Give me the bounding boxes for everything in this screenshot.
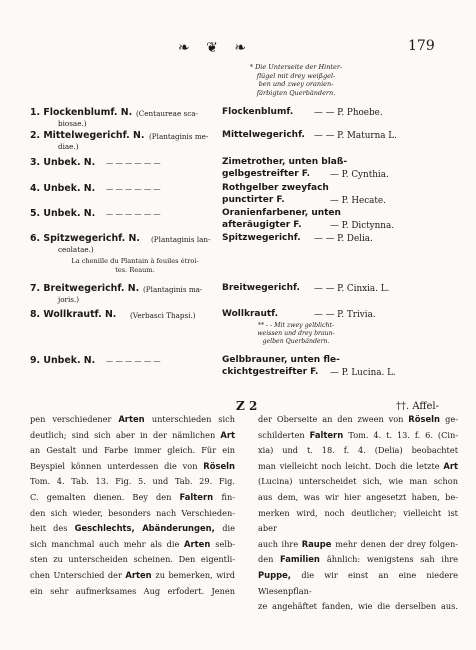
entry-latin: (Plantaginis me-: [149, 132, 209, 141]
body-line: auch ihre Raupe mehr denen der drey folgen-: [258, 538, 458, 549]
entry-description: Spitzwegerichf.: [222, 233, 301, 243]
entry-description: ckichtgestreifter F.: [222, 367, 319, 377]
caterpillar-note: [60, 257, 210, 275]
entry-latin: (Plantaginis lan-: [151, 235, 211, 244]
note-line: tes. Reaum.: [115, 266, 155, 274]
entry-name: 6. Spitzwegerichf. N.: [30, 233, 140, 244]
body-line: (Lucina) unterscheidet sich, wie man schon: [258, 476, 458, 487]
body-line: der Oberseite an den zween von Röseln ge-: [258, 414, 459, 424]
entry-name: 9. Unbek. N.: [30, 355, 96, 366]
entry-description: Mittelwegerichf.: [222, 130, 305, 140]
body-line: ze angehäftet fanden, wie die derselben aus.: [258, 601, 459, 612]
body-line: chen Unterschied der Arten zu bemerken, wird: [30, 569, 235, 580]
body-line: sich manchmal auch mehr als die Arten selb-: [30, 538, 235, 549]
column-header-note: [236, 63, 356, 97]
note-line: weissen und drey braun-: [257, 330, 335, 337]
entry-latin: ceolatae.): [58, 245, 94, 254]
body-line: heit des Geschlechts, Abänderungen, die: [30, 523, 235, 534]
body-line: xia) und t. 18. f. 4. (Delia) beobachtet: [258, 445, 458, 456]
body-line: deutlich; sind sich aber in der nämlichen Art: [30, 429, 235, 440]
entry-name: 5. Unbek. N.: [30, 208, 96, 219]
body-line: schilderten Faltern Tom. 4. t. 13. f. 6. (Cin-: [258, 429, 459, 440]
entry-latin: joris.): [58, 295, 80, 304]
entry-name: 8. Wollkrautf. N.: [30, 309, 117, 320]
page-number: 179: [408, 38, 435, 54]
body-line: den Familien ähnlich: wenigstens sah ihre: [258, 554, 458, 565]
entry-description: Oranienfarbener, unten: [222, 208, 341, 218]
entry-species: — P. Lucina. L.: [330, 368, 396, 378]
body-line: C. gemalten dienen. Bey den Faltern fin-: [30, 491, 235, 502]
entry-name: 2. Mittelwegerichf. N.: [30, 130, 145, 141]
entry-description: Flockenblumf.: [222, 107, 294, 117]
entry-dashes: — — — — — —: [106, 184, 161, 193]
catchword: ††. Affel-: [396, 401, 440, 412]
body-right-column: [258, 412, 458, 615]
body-line: ein sehr aufmerksames Aug erfodert. Jenen: [30, 585, 236, 596]
note-line: gelben Querbändern.: [262, 338, 330, 345]
entry-latin: (Centaureae sca-: [136, 109, 198, 118]
entry-species: — — P. Maturna L.: [314, 131, 397, 141]
body-line: Beyspiel können unterdessen die von Röseln: [30, 460, 235, 471]
note-line: La chenille du Plantain à feuiles étroi-: [71, 257, 199, 265]
entry-description: Zimetrother, unten blaß-: [222, 157, 348, 167]
signature-mark: Z 2: [236, 399, 258, 413]
header-ornament: ❧ ❦ ❧: [178, 40, 253, 56]
entry-dashes: — — — — — —: [106, 158, 161, 167]
body-line: sten zu unterscheiden scheinen. Den eigentli-: [30, 554, 235, 565]
trivia-note: [236, 322, 356, 346]
header-line: flügel mit drey weißgel-: [256, 71, 336, 80]
entry-description: gelbgestreifter F.: [222, 169, 311, 179]
entry-dashes: — — — — — —: [106, 356, 161, 365]
body-line: den sich wieder, besonders nach Verschieden-: [30, 507, 235, 518]
entry-dashes: — — — — — —: [106, 209, 161, 218]
entry-latin: (Verbasci Thapsi.): [130, 311, 196, 320]
entry-description: Wollkrautf.: [222, 309, 279, 319]
body-left-column: [30, 412, 235, 599]
entry-description: afteräugigter F.: [222, 220, 302, 230]
entry-latin: biosae.): [58, 119, 87, 128]
entry-species: — — P. Phoebe.: [314, 108, 383, 118]
entry-species: — P. Hecate.: [330, 196, 386, 206]
entry-species: — P. Cynthia.: [330, 170, 389, 180]
body-line: aus dem, was wir hier angesetzt haben, be-: [258, 491, 458, 502]
entry-description: Breitwegerichf.: [222, 283, 300, 293]
entry-description: Gelbbrauner, unten fle-: [222, 355, 340, 365]
entry-species: — — P. Trivia.: [314, 310, 376, 320]
entry-name: 1. Flockenblumf. N.: [30, 107, 133, 118]
entry-description: punctirter F.: [222, 195, 285, 205]
entry-species: — P. Dictynna.: [330, 221, 394, 231]
entry-latin: diae.): [58, 142, 79, 151]
entry-name: 3. Unbek. N.: [30, 157, 96, 168]
header-line: ben und zwey oranien-: [258, 80, 334, 89]
entry-name: 7. Breitwegerichf. N.: [30, 283, 140, 294]
entry-species: — — P. Cinxia. L.: [314, 284, 390, 294]
body-line: merken wird, noch deutlicher; vielleicht ist aber: [258, 507, 458, 534]
body-line: pen verschiedener Arten unterschieden sich: [30, 414, 235, 424]
body-line: Tom. 4. Tab. 13. Fig. 5. und Tab. 29. Fig.: [30, 476, 235, 487]
entry-latin: (Plantaginis ma-: [143, 285, 203, 294]
entry-description: Rothgelber zweyfach: [222, 183, 329, 193]
entry-name: 4. Unbek. N.: [30, 183, 96, 194]
body-line: man vielleicht noch leicht. Doch die letzte Art: [258, 460, 458, 471]
body-line: an Gestalt und Farbe immer gleich. Für ein: [30, 445, 235, 456]
header-line: * Die Unterseite der Hinter-: [249, 63, 343, 71]
note-line: ** - - Mit zwey gelblicht-: [257, 322, 335, 329]
entry-species: — — P. Delia.: [314, 234, 373, 244]
header-line: färbigten Querbändern.: [256, 88, 336, 97]
body-line: Puppe, die wir einst an eine niedere Wiesenpflan-: [258, 569, 458, 596]
